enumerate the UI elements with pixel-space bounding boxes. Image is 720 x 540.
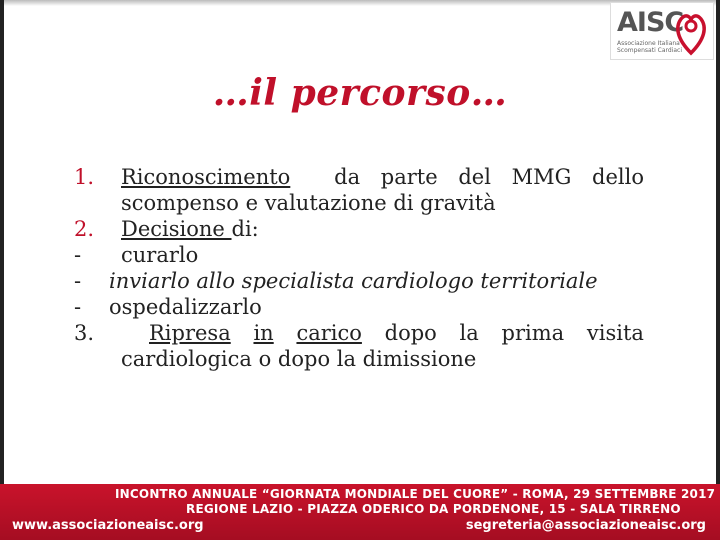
list-item [74,164,644,216]
list-item [74,242,644,268]
item-word: la [459,321,479,345]
item-text-line2: cardiologica o dopo la dimissione [121,347,477,371]
item-text: curarlo [121,243,199,267]
logo-letters: AISC [617,7,684,38]
footer-banner [0,484,720,540]
list-marker: 1. [74,165,95,189]
event-title: INCONTRO ANNUALE “GIORNATA MONDIALE DEL CUORE” - ROMA, 29 SETTEMBRE 2017 [115,487,716,501]
item-text-line2: scompenso e valutazione di gravità [121,191,496,215]
item-line [121,164,644,190]
list-marker: - [74,243,82,267]
logo-subtitle-line1: Associazione Italiana [617,40,680,47]
list-item [74,268,644,294]
list-item [74,320,644,372]
list-item [74,216,644,242]
website-link[interactable]: www.associazioneaisc.org [12,518,204,533]
aisc-logo [610,2,714,60]
list-marker: 2. [74,217,95,241]
item-text: di: [231,217,259,241]
item-text: da parte del MMG dello [334,165,644,189]
underlined-word: in [253,321,274,345]
item-word: prima [501,321,565,345]
slide-title: …il percorso… [212,72,508,114]
email-link[interactable]: segreteria@associazioneaisc.org [465,518,706,533]
steps-list [74,164,644,372]
logo-subtitle-line2: Scompensati Cardiaci [617,47,683,54]
item-word: dopo [384,321,437,345]
item-text: inviarlo allo specialista cardiologo territoriale [109,269,598,293]
logo-subtitle [617,40,687,54]
list-marker: - [74,295,82,319]
underlined-term: Riconoscimento [121,165,291,189]
underlined-term: Decisione [121,217,232,241]
item-word: visita [586,321,644,345]
event-location: REGIONE LAZIO - PIAZZA ODERICO DA PORDENONE, 15 - SALA TIRRENO [186,502,681,516]
list-item [74,294,644,320]
list-marker: - [74,269,82,293]
item-line [121,320,644,346]
underlined-word: Ripresa [149,321,231,345]
underlined-word: carico [296,321,362,345]
list-marker: 3. [74,321,95,345]
item-text: ospedalizzarlo [109,295,262,319]
